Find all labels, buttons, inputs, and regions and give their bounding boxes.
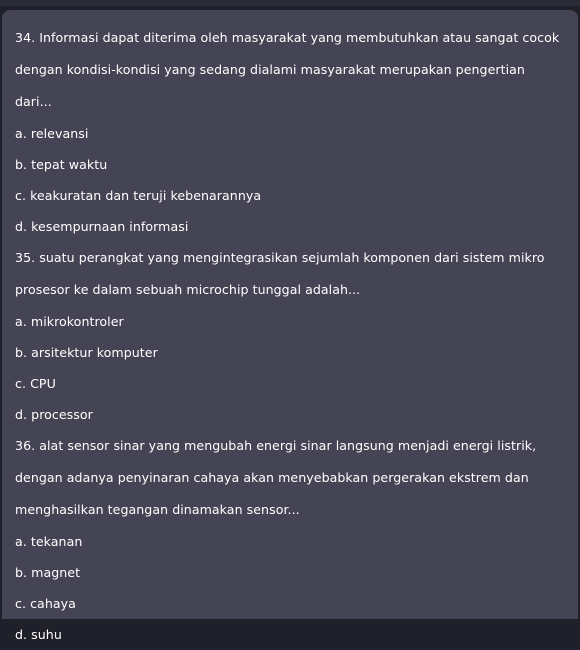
question-panel — [2, 10, 578, 642]
question-list — [2, 10, 578, 650]
question-34-option-d: d. kesempurnaan informasi — [15, 219, 189, 234]
top-bar — [0, 0, 580, 6]
question-35 — [15, 242, 564, 430]
question-35-option-d: d. processor — [15, 407, 93, 422]
question-36-option-c: c. cahaya — [15, 596, 76, 611]
question-35-option-b: b. arsitektur komputer — [15, 345, 158, 360]
question-36-option-d: d. suhu — [15, 627, 62, 642]
question-34 — [15, 22, 564, 242]
question-36-option-a: a. tekanan — [15, 534, 83, 549]
question-36-text: 36. alat sensor sinar yang mengubah energi sinar langsung menjadi energi listrik, dengan adanya penyinaran cahaya akan menyebabkan pergerakan ekstrem dan menghasilkan tegangan dinamakan sensor... — [15, 438, 537, 517]
question-34-option-c: c. keakuratan dan teruji kebenarannya — [15, 188, 262, 203]
question-35-option-a: a. mikrokontroler — [15, 314, 124, 329]
question-34-text: 34. Informasi dapat diterima oleh masyarakat yang membutuhkan atau sangat cocok dengan kondisi-kondisi yang sedang dialami masyarakat merupakan pengertian dari... — [15, 30, 560, 109]
question-35-option-c: c. CPU — [15, 376, 56, 391]
question-35-text: 35. suatu perangkat yang mengintegrasikan sejumlah komponen dari sistem mikro prosesor ke dalam sebuah microchip tunggal adalah... — [15, 250, 545, 297]
question-36-option-b: b. magnet — [15, 565, 81, 580]
question-34-option-b: b. tepat waktu — [15, 157, 108, 172]
question-34-option-a: a. relevansi — [15, 126, 89, 141]
question-36 — [15, 430, 564, 650]
